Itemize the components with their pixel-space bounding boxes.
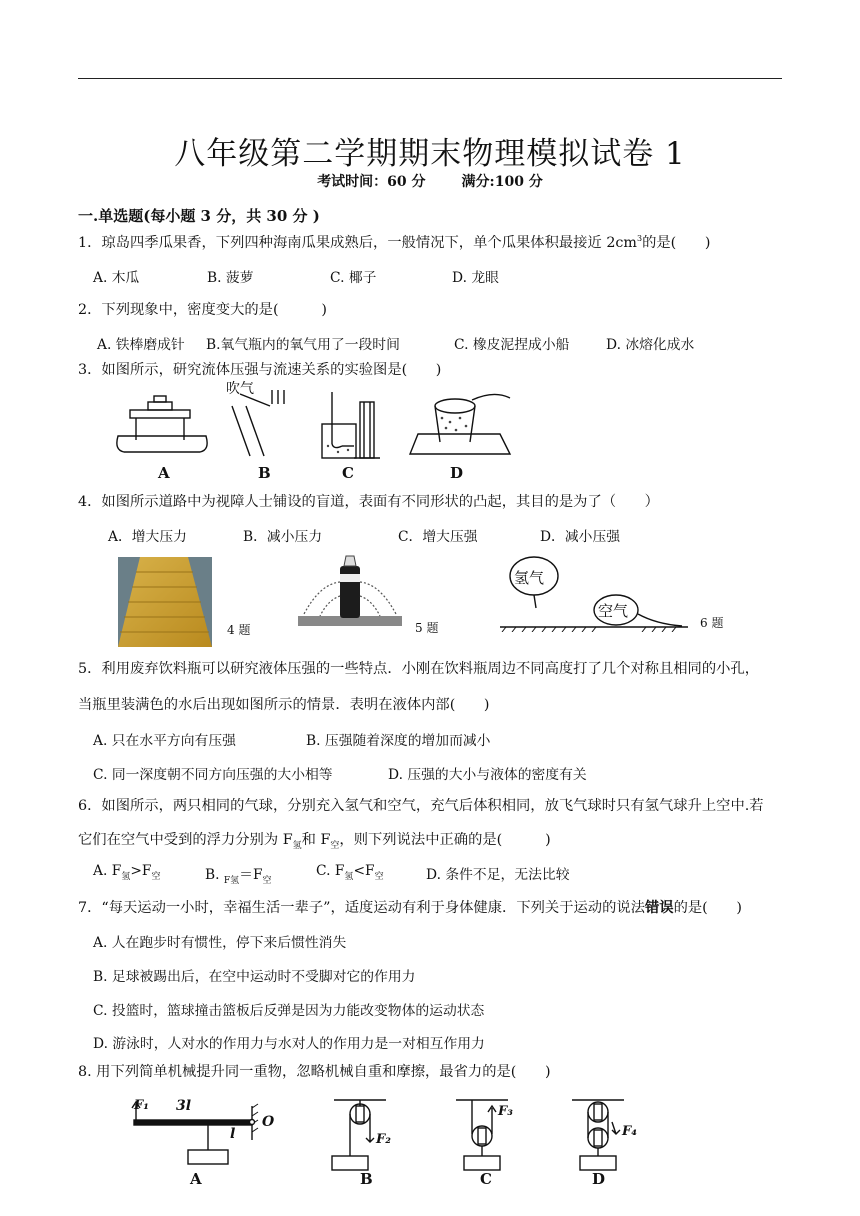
question-4-stem: 4．如图所示道路中为视障人士铺设的盲道，表面有不同形状的凸起，其目的是为了（ ） [78, 494, 659, 510]
q6-option-a: A. $F_氢>F_空$ [93, 863, 161, 882]
question-5-stem-line1: 5．利用废弃饮料瓶可以研究液体压强的一些特点．小刚在饮料瓶周边不同高度打了几个对称且相同的小孔， [78, 661, 760, 677]
q5-bottle-figure [290, 552, 410, 632]
caption-q5: 5 题 [415, 621, 439, 635]
q3-label-b: B [258, 464, 271, 482]
question-2-stem: 2．下列现象中，密度变大的是( ) [78, 302, 327, 318]
q2-option-b: B.氧气瓶内的氧气用了一段时间 [206, 337, 400, 353]
q1-option-c: C. 椰子 [330, 270, 377, 286]
q5-option-b: B. 压强随着深度的增加而减小 [306, 733, 491, 749]
q3-figure [110, 381, 530, 484]
lever-long-arm-label: 3l [176, 1098, 192, 1114]
q3-label-a: A [158, 464, 170, 482]
caption-q6: 6 题 [700, 616, 724, 630]
page-title: 八年级第二学期期末物理模拟试卷 1 [174, 136, 686, 172]
q1-option-d: D. 龙眼 [452, 270, 499, 286]
lever-short-arm-label: l [230, 1126, 236, 1142]
pulley-d-force-label: F₄ [622, 1124, 637, 1139]
q1-option-a: A. 木瓜 [93, 270, 140, 286]
q6-balloons-figure [496, 552, 696, 632]
q8-label-a: A [190, 1170, 202, 1188]
top-rule [78, 78, 782, 79]
question-7-stem: 7．“每天运动一小时，幸福生活一辈子”，适度运动有利于身体健康．下列关于运动的说法错误的是( ) [78, 900, 742, 916]
question-5-stem-line2: 当瓶里装满色的水后出现如图所示的情景．表明在液体内部( ) [78, 697, 490, 713]
q2-option-d: D. 冰熔化成水 [606, 337, 695, 353]
q2-option-c: C. 橡皮泥捏成小船 [454, 337, 570, 353]
q8-machines-figure [124, 1092, 644, 1188]
lever-force-label: F₁ [134, 1098, 149, 1113]
q3-label-c: C [342, 464, 354, 482]
exam-score: 满分:100 分 [461, 174, 543, 190]
q4-option-c: C．增大压强 [398, 529, 478, 545]
q8-label-d: D [592, 1170, 606, 1188]
q6-option-d: D. 条件不足，无法比较 [426, 867, 570, 883]
balloon-hydrogen-label: 氢气 [514, 569, 545, 587]
q3-blow-label: 吹气 [226, 381, 254, 397]
q7-option-a: A. 人在跑步时有惯性，停下来后惯性消失 [93, 935, 347, 951]
q5-option-c: C. 同一深度朝不同方向压强的大小相等 [93, 767, 333, 783]
question-1-stem: 1．琼岛四季瓜果香，下列四种海南瓜果成熟后，一般情况下，单个瓜果体积最接近 $2cm^3$的是( ) [78, 234, 711, 251]
section-heading: 一.单选题(每小题 3 分，共 30 分 ) [78, 207, 320, 225]
pulley-b-force-label: F₂ [376, 1132, 391, 1147]
pulley-c-force-label: F₃ [498, 1104, 513, 1119]
question-8-stem: 8. 用下列简单机械提升同一重物，忽略机械自重和摩擦，最省力的是( ) [78, 1064, 551, 1080]
q5-option-d: D. 压强的大小与液体的密度有关 [388, 767, 587, 783]
q2-option-a: A. 铁棒磨成针 [97, 337, 185, 353]
q5-option-a: A. 只在水平方向有压强 [93, 733, 236, 749]
q4-option-b: B．减小压力 [243, 529, 323, 545]
q7-option-b: B. 足球被踢出后，在空中运动时不受脚对它的作用力 [93, 969, 416, 985]
q7-option-d: D. 游泳时，人对水的作用力与水对人的作用力是一对相互作用力 [93, 1036, 485, 1052]
question-6-stem-line1: 6．如图所示，两只相同的气球，分别充入氢气和空气，充气后体积相同，放飞气球时只有氢气球升上空中.若 [78, 798, 764, 814]
q3-label-d: D [450, 464, 464, 482]
exam-time: 考试时间：60 分 [317, 174, 426, 190]
caption-q4: 4 题 [227, 623, 251, 637]
question-6-stem-line2: 它们在空气中受到的浮力分别为 $F_氢$和 $F_空$，则下列说法中正确的是( ) [78, 832, 551, 851]
q8-label-b: B [360, 1170, 373, 1188]
q1-option-b: B. 菠萝 [207, 270, 254, 286]
q7-emphasis: 错误 [645, 900, 674, 916]
question-3-stem: 3．如图所示，研究流体压强与流速关系的实验图是( ) [78, 362, 442, 378]
q6-option-b: B. $_{F氢}=F_空$ [205, 867, 272, 886]
lever-pivot-label: O [262, 1114, 275, 1130]
q3-experiment-diagrams [110, 384, 530, 484]
q8-label-c: C [480, 1170, 492, 1188]
q4-option-a: A．增大压力 [108, 529, 187, 545]
exam-info [0, 171, 860, 191]
q6-option-c: C. $F_氢<F_空$ [316, 863, 384, 882]
q4-option-d: D．减小压强 [540, 529, 621, 545]
q4-tactile-paving-photo [118, 557, 212, 647]
q7-option-c: C. 投篮时，篮球撞击篮板后反弹是因为力能改变物体的运动状态 [93, 1003, 485, 1019]
balloon-air-label: 空气 [598, 602, 629, 620]
